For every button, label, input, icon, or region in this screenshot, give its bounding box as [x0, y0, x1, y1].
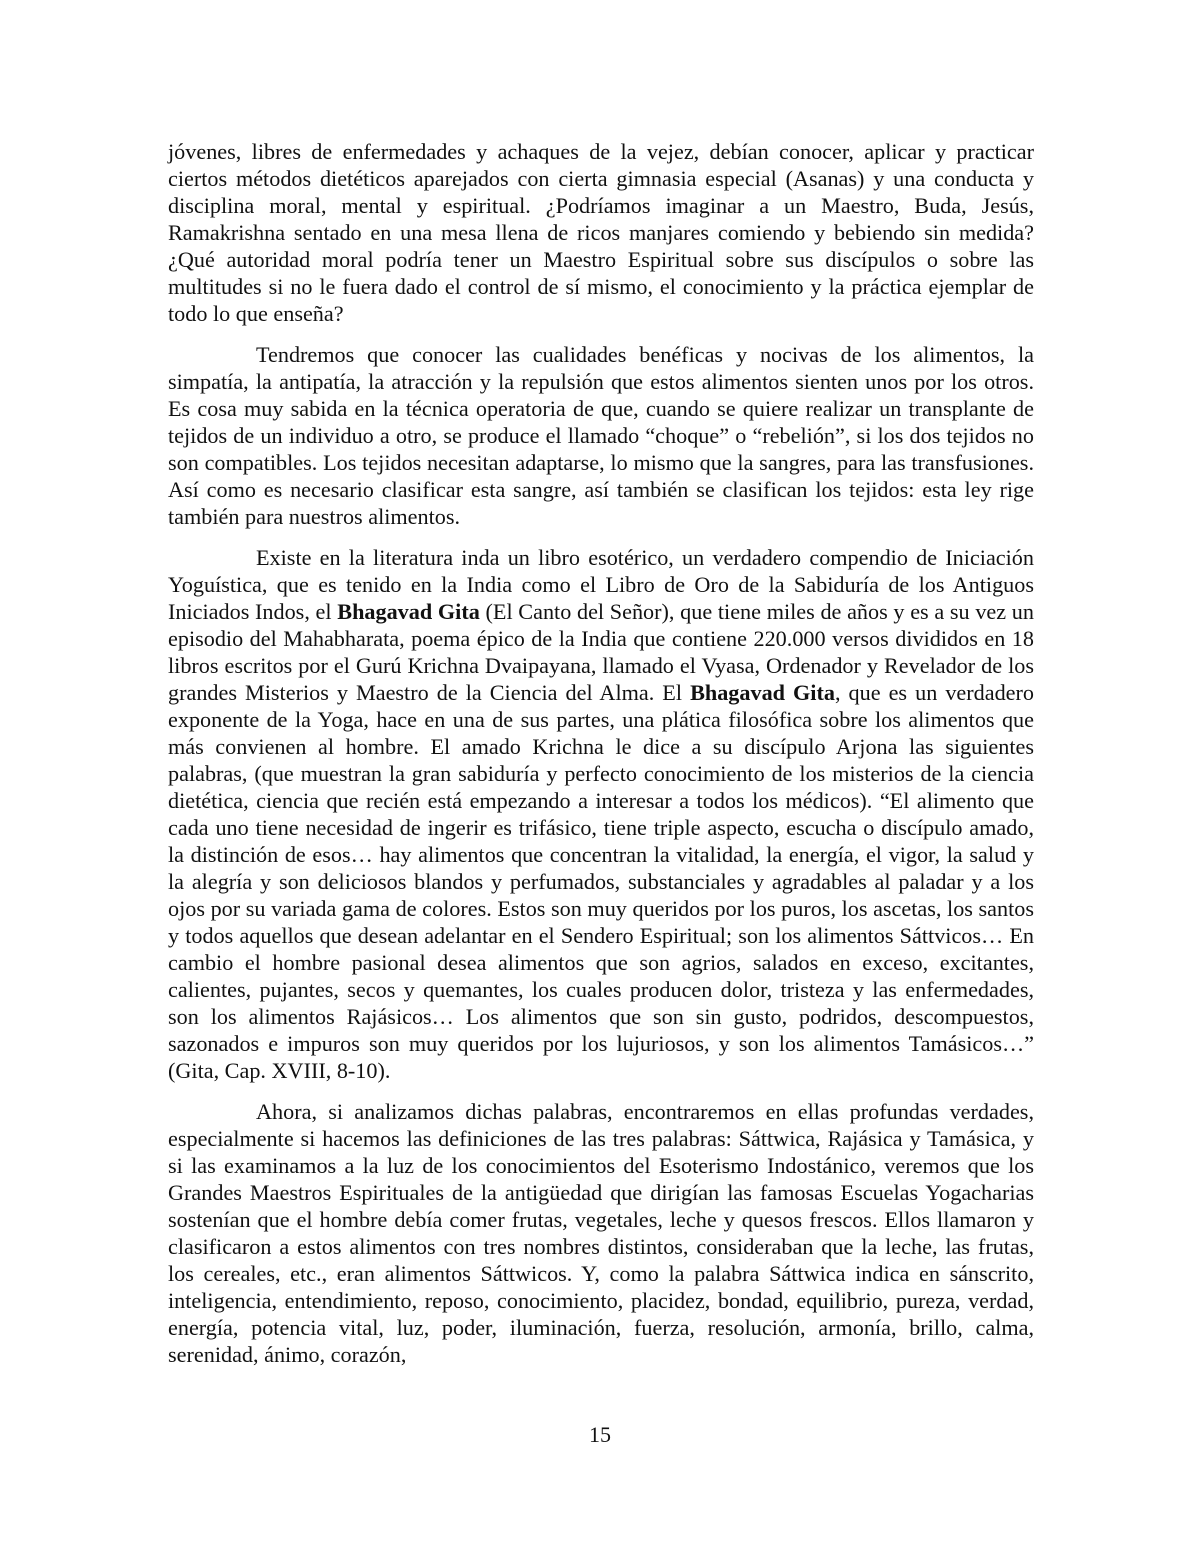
- paragraph-3: [168, 544, 1034, 1084]
- paragraph-2-text: Tendremos que conocer las cualidades benéficas y nocivas de los alimentos, la simpatía, la antipatía, la atracción y la repulsión que estos alimentos sienten unos por los otros. Es cosa muy sabida en la técnica operatoria de que, cuando se quiere realizar un transplante de tejidos de un individuo a otro, se produce el llamado “choque” o “rebelión”, si los dos tejidos no son compatibles. Los tejidos necesitan adaptarse, lo mismo que la sangres, para las transfusiones. Así como es necesario clasificar esta sangre, así también se clasifican los tejidos: esta ley rige también para nuestros alimentos.: [168, 342, 1034, 529]
- paragraph-3-text-a: Existe en la literatura inda un libro esotérico, un verdadero compendio de Iniciación Yoguística, que es tenido en la India como el Libro de Oro de la Sabiduría de los Antiguos Iniciados Indos, el: [168, 545, 1034, 624]
- paragraph-4: [168, 1098, 1034, 1368]
- paragraph-3-text-b: (El Canto del Señor), que tiene miles de años y es a su vez un episodio del Mahabharata, poema épico de la India que contiene 220.000 versos divididos en 18 libros escritos por el Gurú Krichna Dvaipayana, llamado el Vyasa, Ordenador y Revelador de los grandes Misterios y Maestro de la Ciencia del Alma. El: [168, 599, 1034, 705]
- page-number: 15: [589, 1422, 611, 1447]
- paragraph-3-text-c: , que es un verdadero exponente de la Yoga, hace en una de sus partes, una plática filosófica sobre los alimentos que más convienen al hombre. El amado Krichna le dice a su discípulo Arjona las siguientes palabras, (que muestran la gran sabiduría y perfecto conocimiento de los misterios de la ciencia dietética, ciencia que recién está empezando a interesar a todos los médicos). “El alimento que cada uno tiene necesidad de ingerir es trifásico, tiene triple aspecto, escucha o discípulo amado, la distinción de esos… hay alimentos que concentran la vitalidad, la energía, el vigor, la salud y la alegría y son deliciosos blandos y perfumados, substanciales y agradables al paladar y a los ojos por su variada gama de colores. Estos son muy queridos por los puros, los ascetas, los santos y todos aquellos que desean adelantar en el Sendero Espiritual; son los alimentos Sáttvicos… En cambio el hombre pasional desea alimentos que son agrios, salados en exceso, excitantes, calientes, pujantes, secos y quemantes, los cuales producen dolor, tristeza y las enfermedades, son los alimentos Rajásicos… Los alimentos que son sin gusto, podridos, descompuestos, sazonados e impuros son muy queridos por los lujuriosos, y son los alimentos Tamásicos…” (Gita, Cap. XVIII, 8-10).: [168, 680, 1035, 1083]
- paragraph-1: [168, 138, 1034, 327]
- bhagavad-gita-title: Bhagavad Gita: [690, 680, 835, 705]
- paragraph-2: [168, 341, 1034, 530]
- paragraph-1-text: jóvenes, libres de enfermedades y achaques de la vejez, debían conocer, aplicar y practicar ciertos métodos dietéticos aparejados con cierta gimnasia especial (Asanas) y una conducta y disciplina moral, mental y espiritual. ¿Podríamos imaginar a un Maestro, Buda, Jesús, Ramakrishna sentado en una mesa llena de ricos manjares comiendo y bebiendo sin medida? ¿Qué autoridad moral podría tener un Maestro Espiritual sobre sus discípulos o sobre las multitudes si no le fuera dado el control de sí mismo, el conocimiento y la práctica ejemplar de todo lo que enseña?: [168, 139, 1034, 326]
- page-body: [168, 138, 1034, 1382]
- bhagavad-gita-title: Bhagavad Gita: [337, 599, 480, 624]
- paragraph-4-text: Ahora, si analizamos dichas palabras, encontraremos en ellas profundas verdades, especialmente si hacemos las definiciones de las tres palabras: Sáttwica, Rajásica y Tamásica, y si las examinamos a la luz de los conocimientos del Esoterismo Indostánico, veremos que los Grandes Maestros Espirituales de la antigüedad que dirigían las famosas Escuelas Yogacharias sostenían que el hombre debía comer frutas, vegetales, leche y quesos frescos. Ellos llamaron y clasificaron a estos alimentos con tres nombres distintos, consideraban que la leche, las frutas, los cereales, etc., eran alimentos Sáttwicos. Y, como la palabra Sáttwica indica en sánscrito, inteligencia, entendimiento, reposo, conocimiento, placidez, bondad, equilibrio, pureza, verdad, energía, potencia vital, luz, poder, iluminación, fuerza, resolución, armonía, brillo, calma, serenidad, ánimo, corazón,: [168, 1099, 1034, 1367]
